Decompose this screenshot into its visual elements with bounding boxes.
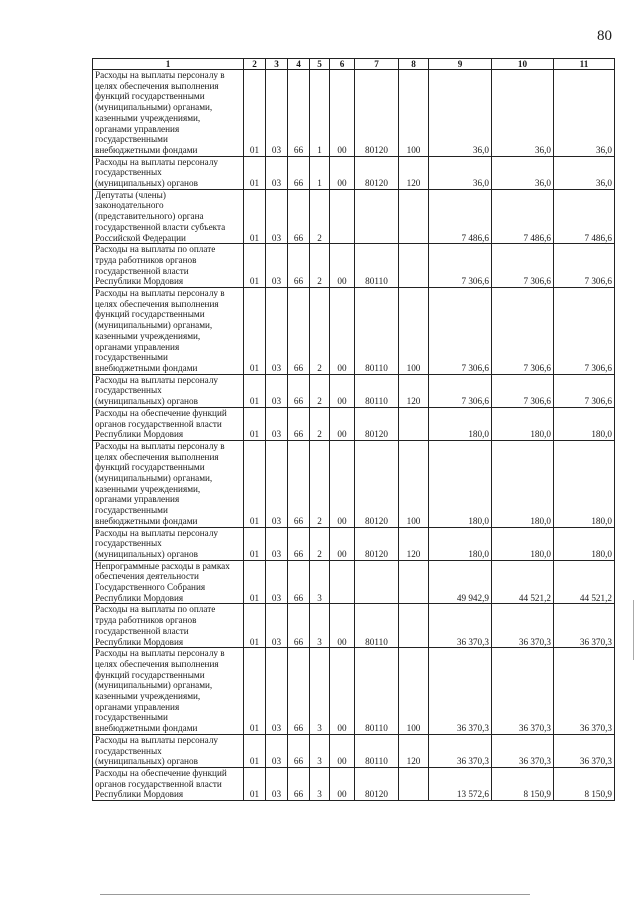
column-header: 3	[266, 59, 288, 70]
code-cell: 01	[244, 440, 266, 527]
code-cell	[355, 560, 399, 604]
amount-cell: 7 306,6	[492, 374, 554, 407]
code-cell: 01	[244, 189, 266, 244]
amount-cell: 7 306,6	[429, 244, 492, 288]
code-cell: 01	[244, 560, 266, 604]
code-cell: 03	[266, 244, 288, 288]
amount-cell: 36,0	[429, 70, 492, 157]
code-cell: 80120	[355, 156, 399, 189]
column-header: 2	[244, 59, 266, 70]
amount-cell: 44 521,2	[554, 560, 615, 604]
amount-cell: 7 306,6	[554, 288, 615, 375]
table-row	[93, 156, 615, 189]
code-cell: 03	[266, 560, 288, 604]
amount-cell: 44 521,2	[492, 560, 554, 604]
code-cell: 01	[244, 648, 266, 735]
amount-cell: 180,0	[492, 440, 554, 527]
code-cell: 80120	[355, 768, 399, 801]
code-cell: 80120	[355, 70, 399, 157]
code-cell: 66	[288, 768, 310, 801]
table-body	[93, 70, 615, 801]
column-header: 11	[554, 59, 615, 70]
code-cell: 03	[266, 734, 288, 767]
amount-cell: 7 486,6	[554, 189, 615, 244]
code-cell: 00	[330, 70, 355, 157]
column-header: 6	[330, 59, 355, 70]
scan-artifact-line	[100, 894, 530, 895]
code-cell: 01	[244, 407, 266, 440]
row-name-cell: Расходы на выплаты персоналу государственных (муниципальных) органов	[93, 156, 244, 189]
code-cell: 2	[310, 189, 330, 244]
code-cell	[399, 244, 429, 288]
code-cell: 00	[330, 527, 355, 560]
code-cell: 00	[330, 440, 355, 527]
code-cell: 01	[244, 244, 266, 288]
column-header: 4	[288, 59, 310, 70]
code-cell: 2	[310, 407, 330, 440]
code-cell: 03	[266, 288, 288, 375]
code-cell: 1	[310, 156, 330, 189]
code-cell: 00	[330, 768, 355, 801]
code-cell: 01	[244, 734, 266, 767]
amount-cell: 7 486,6	[429, 189, 492, 244]
code-cell: 03	[266, 189, 288, 244]
row-name-cell: Расходы на выплаты персоналу в целях обеспечения выполнения функций государственными (муниципальными) органами, казенными учреждениями, органами управления государственными внебюджетными фондами	[93, 70, 244, 157]
table-row	[93, 374, 615, 407]
code-cell: 66	[288, 244, 310, 288]
code-cell: 2	[310, 244, 330, 288]
row-name-cell: Расходы на выплаты персоналу в целях обеспечения выполнения функций государственными (муниципальными) органами, казенными учреждениями, органами управления государственными внебюджетными фондами	[93, 440, 244, 527]
amount-cell: 180,0	[554, 440, 615, 527]
table-row	[93, 768, 615, 801]
code-cell: 00	[330, 156, 355, 189]
amount-cell: 36 370,3	[554, 648, 615, 735]
code-cell: 80120	[355, 440, 399, 527]
table-row	[93, 440, 615, 527]
code-cell: 03	[266, 604, 288, 648]
code-cell: 66	[288, 734, 310, 767]
code-cell: 80120	[355, 527, 399, 560]
code-cell: 80110	[355, 604, 399, 648]
code-cell: 120	[399, 734, 429, 767]
code-cell: 01	[244, 70, 266, 157]
amount-cell: 36 370,3	[429, 734, 492, 767]
code-cell: 2	[310, 440, 330, 527]
row-name-cell: Расходы на выплаты персоналу государственных (муниципальных) органов	[93, 374, 244, 407]
amount-cell: 7 306,6	[554, 244, 615, 288]
amount-cell: 8 150,9	[492, 768, 554, 801]
code-cell: 01	[244, 527, 266, 560]
code-cell	[330, 189, 355, 244]
code-cell	[399, 604, 429, 648]
table-row	[93, 560, 615, 604]
code-cell: 80110	[355, 648, 399, 735]
code-cell: 66	[288, 527, 310, 560]
budget-table	[92, 58, 615, 801]
table-row	[93, 288, 615, 375]
row-name-cell: Расходы на обеспечение функций органов государственной власти Республики Мордовия	[93, 768, 244, 801]
amount-cell: 180,0	[492, 527, 554, 560]
code-cell: 03	[266, 440, 288, 527]
amount-cell: 36 370,3	[554, 604, 615, 648]
column-header: 9	[429, 59, 492, 70]
code-cell: 00	[330, 407, 355, 440]
amount-cell: 7 306,6	[492, 244, 554, 288]
code-cell: 80110	[355, 374, 399, 407]
code-cell: 100	[399, 70, 429, 157]
amount-cell: 7 306,6	[554, 374, 615, 407]
code-cell	[399, 407, 429, 440]
code-cell: 120	[399, 527, 429, 560]
amount-cell: 36 370,3	[492, 734, 554, 767]
amount-cell: 180,0	[429, 527, 492, 560]
amount-cell: 36 370,3	[429, 648, 492, 735]
row-name-cell: Непрограммные расходы в рамках обеспечения деятельности Государственного Собрания Республики Мордовия	[93, 560, 244, 604]
column-header: 1	[93, 59, 244, 70]
amount-cell: 36 370,3	[554, 734, 615, 767]
table-row	[93, 189, 615, 244]
table-row	[93, 648, 615, 735]
code-cell: 80110	[355, 734, 399, 767]
code-cell: 66	[288, 70, 310, 157]
code-cell: 03	[266, 156, 288, 189]
column-header: 5	[310, 59, 330, 70]
code-cell: 03	[266, 407, 288, 440]
code-cell: 03	[266, 374, 288, 407]
code-cell: 01	[244, 768, 266, 801]
code-cell	[399, 768, 429, 801]
code-cell: 2	[310, 527, 330, 560]
code-cell: 00	[330, 244, 355, 288]
amount-cell: 180,0	[554, 527, 615, 560]
code-cell: 100	[399, 648, 429, 735]
amount-cell: 13 572,6	[429, 768, 492, 801]
table-row	[93, 407, 615, 440]
row-name-cell: Расходы на выплаты персоналу государственных (муниципальных) органов	[93, 527, 244, 560]
amount-cell: 7 486,6	[492, 189, 554, 244]
amount-cell: 36,0	[429, 156, 492, 189]
code-cell: 66	[288, 189, 310, 244]
code-cell: 03	[266, 768, 288, 801]
amount-cell: 7 306,6	[429, 374, 492, 407]
code-cell: 01	[244, 156, 266, 189]
code-cell: 3	[310, 560, 330, 604]
amount-cell: 49 942,9	[429, 560, 492, 604]
code-cell	[399, 189, 429, 244]
code-cell: 00	[330, 288, 355, 375]
code-cell	[330, 560, 355, 604]
amount-cell: 180,0	[492, 407, 554, 440]
amount-cell: 36,0	[554, 156, 615, 189]
amount-cell: 7 306,6	[492, 288, 554, 375]
row-name-cell: Расходы на выплаты по оплате труда работников органов государственной власти Республики Мордовия	[93, 244, 244, 288]
code-cell: 03	[266, 527, 288, 560]
code-cell: 120	[399, 374, 429, 407]
code-cell: 66	[288, 440, 310, 527]
amount-cell: 8 150,9	[554, 768, 615, 801]
row-name-cell: Расходы на выплаты персоналу в целях обеспечения выполнения функций государственными (муниципальными) органами, казенными учреждениями, органами управления государственными внебюджетными фондами	[93, 648, 244, 735]
code-cell: 66	[288, 407, 310, 440]
amount-cell: 36 370,3	[492, 648, 554, 735]
code-cell: 3	[310, 768, 330, 801]
code-cell: 100	[399, 440, 429, 527]
code-cell: 66	[288, 288, 310, 375]
row-name-cell: Расходы на выплаты персоналу в целях обеспечения выполнения функций государственными (муниципальными) органами, казенными учреждениями, органами управления государственными внебюджетными фондами	[93, 288, 244, 375]
header-row	[93, 59, 615, 70]
amount-cell: 180,0	[429, 440, 492, 527]
code-cell: 66	[288, 156, 310, 189]
code-cell: 01	[244, 604, 266, 648]
amount-cell: 180,0	[554, 407, 615, 440]
code-cell: 3	[310, 648, 330, 735]
code-cell	[355, 189, 399, 244]
code-cell: 00	[330, 734, 355, 767]
amount-cell: 36,0	[492, 70, 554, 157]
amount-cell: 180,0	[429, 407, 492, 440]
code-cell: 80110	[355, 244, 399, 288]
amount-cell: 7 306,6	[429, 288, 492, 375]
code-cell: 00	[330, 604, 355, 648]
code-cell: 01	[244, 374, 266, 407]
table-row	[93, 734, 615, 767]
code-cell: 66	[288, 560, 310, 604]
code-cell: 3	[310, 734, 330, 767]
table-row	[93, 527, 615, 560]
column-header: 7	[355, 59, 399, 70]
amount-cell: 36,0	[492, 156, 554, 189]
table-row	[93, 604, 615, 648]
column-header: 10	[492, 59, 554, 70]
row-name-cell: Расходы на обеспечение функций органов государственной власти Республики Мордовия	[93, 407, 244, 440]
code-cell: 100	[399, 288, 429, 375]
code-cell: 80110	[355, 288, 399, 375]
code-cell: 66	[288, 648, 310, 735]
scan-artifact-mark	[633, 600, 634, 660]
code-cell: 120	[399, 156, 429, 189]
amount-cell: 36 370,3	[429, 604, 492, 648]
table-row	[93, 244, 615, 288]
code-cell: 2	[310, 288, 330, 375]
code-cell: 66	[288, 604, 310, 648]
page-number: 80	[597, 28, 612, 44]
code-cell: 80120	[355, 407, 399, 440]
code-cell: 00	[330, 648, 355, 735]
amount-cell: 36,0	[554, 70, 615, 157]
code-cell: 00	[330, 374, 355, 407]
row-name-cell: Расходы на выплаты персоналу государственных (муниципальных) органов	[93, 734, 244, 767]
code-cell: 01	[244, 288, 266, 375]
amount-cell: 36 370,3	[492, 604, 554, 648]
code-cell: 1	[310, 70, 330, 157]
code-cell: 03	[266, 70, 288, 157]
column-header: 8	[399, 59, 429, 70]
code-cell	[399, 560, 429, 604]
code-cell: 2	[310, 374, 330, 407]
row-name-cell: Расходы на выплаты по оплате труда работников органов государственной власти Республики Мордовия	[93, 604, 244, 648]
code-cell: 66	[288, 374, 310, 407]
code-cell: 3	[310, 604, 330, 648]
table-row	[93, 70, 615, 157]
code-cell: 03	[266, 648, 288, 735]
row-name-cell: Депутаты (члены) законодательного (представительного) органа государственной власти субъекта Российской Федерации	[93, 189, 244, 244]
